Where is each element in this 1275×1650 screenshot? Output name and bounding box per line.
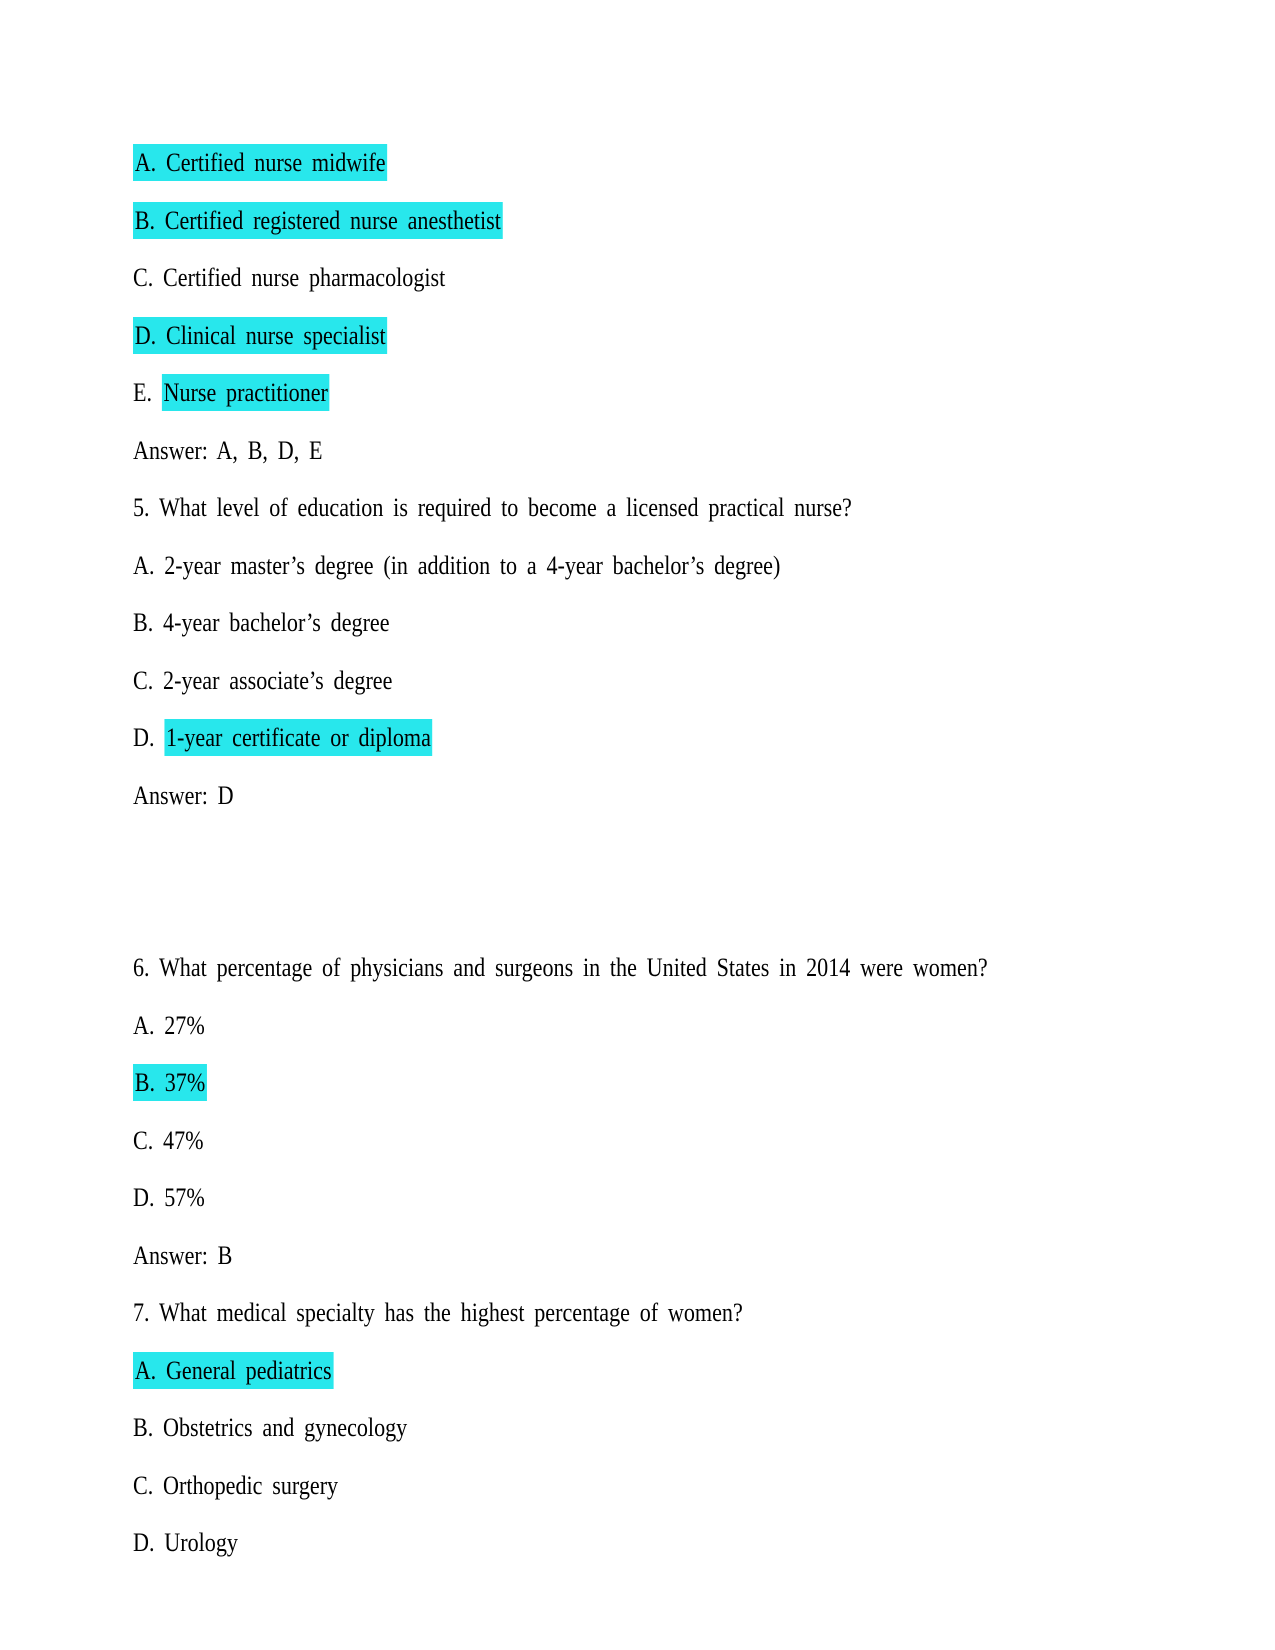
plain-text: 5. What level of education is required to become a licensed practical nurse? <box>133 493 852 522</box>
plain-text: B. Obstetrics and gynecology <box>133 1413 408 1442</box>
plain-text: A. 2-year master’s degree (in addition to a 4-year bachelor’s degree) <box>133 550 781 580</box>
plain-text: D. <box>133 723 165 752</box>
q7-option-c <box>133 1457 1053 1515</box>
q6-question <box>133 939 1053 997</box>
plain-text: Answer: A, B, D, E <box>133 435 323 465</box>
q4-option-a <box>133 134 1053 192</box>
q6-option-d <box>133 1169 1053 1227</box>
q6-answer <box>133 1227 1053 1285</box>
plain-text: 7. What medical specialty has the highest percentage of women? <box>133 1298 743 1327</box>
plain-text: C. Certified nurse pharmacologist <box>133 263 446 292</box>
plain-text: A. 27% <box>133 1010 205 1040</box>
highlighted-text: Nurse practitioner <box>162 374 330 411</box>
plain-text: C. 47% <box>133 1125 204 1155</box>
highlighted-text: B. Certified registered nurse anesthetist <box>133 202 503 239</box>
plain-text: Answer: B <box>133 1240 233 1270</box>
plain-text: 6. What percentage of physicians and surgeons in the United States in 2014 were women? <box>133 953 988 982</box>
q6-option-b <box>133 1054 1053 1112</box>
document-content <box>133 134 1215 1572</box>
q5-option-d <box>133 709 1053 767</box>
q7-question <box>133 1284 1053 1342</box>
highlighted-text: A. General pediatrics <box>133 1352 333 1389</box>
q4-option-d <box>133 307 1053 365</box>
q6-option-c <box>133 1112 1053 1170</box>
plain-text: C. Orthopedic surgery <box>133 1470 339 1500</box>
plain-text: B. 4-year bachelor’s degree <box>133 608 390 637</box>
plain-text: D. Urology <box>133 1528 238 1557</box>
plain-text: D. 57% <box>133 1183 205 1212</box>
q6-option-a <box>133 997 1053 1055</box>
q7-option-a <box>133 1342 1053 1400</box>
q5-option-c <box>133 652 1053 710</box>
blank-line <box>133 882 1215 940</box>
plain-text: E. <box>133 378 162 407</box>
blank-line <box>133 824 1215 882</box>
plain-text: C. 2-year associate’s degree <box>133 665 393 695</box>
highlighted-text: A. Certified nurse midwife <box>133 144 387 181</box>
plain-text: Answer: D <box>133 780 234 810</box>
highlighted-text: D. Clinical nurse specialist <box>133 317 387 354</box>
q5-answer <box>133 767 1053 825</box>
q7-option-b <box>133 1399 1053 1457</box>
q5-question <box>133 479 1053 537</box>
q5-option-b <box>133 594 1053 652</box>
q4-option-b <box>133 192 1053 250</box>
highlighted-text: B. 37% <box>133 1064 207 1101</box>
highlighted-text: 1-year certificate or diploma <box>164 719 432 756</box>
q7-option-d <box>133 1514 1053 1572</box>
q4-option-c <box>133 249 1053 307</box>
q4-answer <box>133 422 1053 480</box>
q4-option-e <box>133 364 1053 422</box>
q5-option-a <box>133 537 1053 595</box>
